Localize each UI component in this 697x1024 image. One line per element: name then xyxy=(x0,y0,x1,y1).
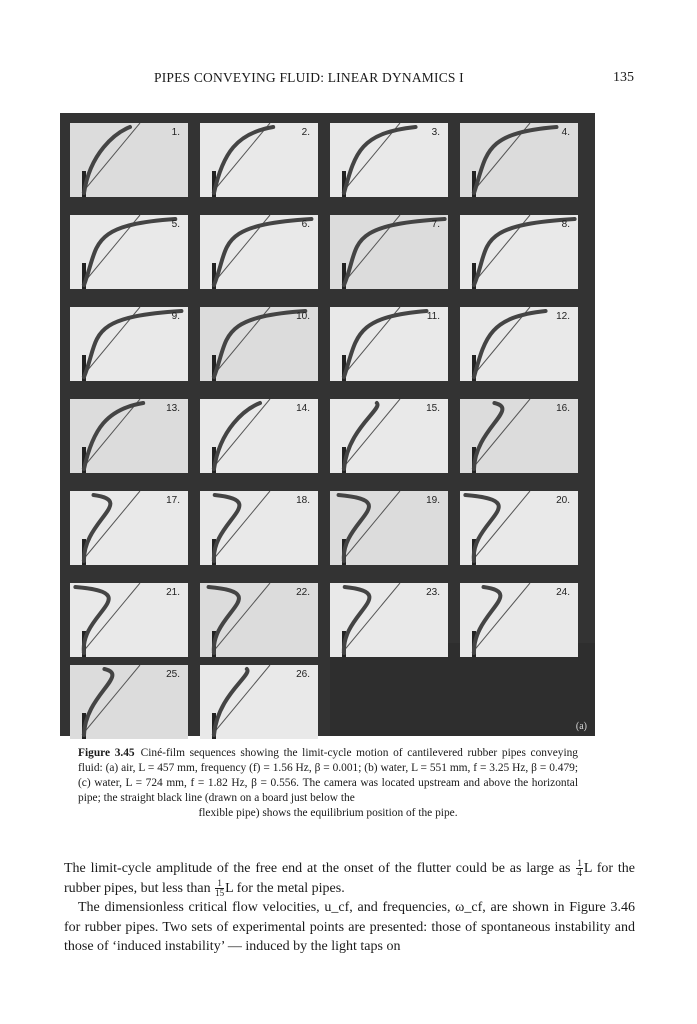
frame-number: 12. xyxy=(556,311,570,322)
frame-number: 8. xyxy=(561,219,570,230)
film-frame xyxy=(200,123,318,197)
film-frame xyxy=(330,583,448,657)
pipe-photo xyxy=(200,215,318,289)
pipe-photo xyxy=(70,123,188,197)
film-frame xyxy=(70,307,188,381)
film-frame xyxy=(460,215,578,289)
frame-number: 24. xyxy=(556,587,570,598)
pipe-photo xyxy=(330,215,448,289)
page-number: 135 xyxy=(613,70,634,85)
frame-number: 19. xyxy=(426,495,440,506)
fraction-numerator: 1 xyxy=(215,879,224,889)
frame-number: 6. xyxy=(301,219,310,230)
frame-number: 11. xyxy=(426,311,440,322)
film-frame xyxy=(70,123,188,197)
frame-number: 13. xyxy=(166,403,180,414)
fraction-denominator: 4 xyxy=(577,868,582,879)
paragraph-2: The dimensionless critical flow velocities, u_cf, and frequencies, ω_cf, are shown in Figure 3.46 for rubber pipes. Two sets of experimental points are presented: those of spontaneous instability and those of ‘induced instability’ — induced by the light taps on xyxy=(64,900,635,954)
film-frame xyxy=(460,307,578,381)
frame-number: 1. xyxy=(171,127,180,138)
figure-caption xyxy=(78,746,578,821)
film-frame xyxy=(200,491,318,565)
film-frame xyxy=(200,307,318,381)
frame-number: 21. xyxy=(166,587,180,598)
film-frame xyxy=(200,583,318,657)
frame-number: 2. xyxy=(301,127,310,138)
fraction-one-fifteenth xyxy=(215,879,224,898)
frame-number: 10. xyxy=(296,311,310,322)
frame-number: 16. xyxy=(556,403,570,414)
frame-number: 9. xyxy=(171,311,180,322)
frame-number: 26. xyxy=(296,669,310,680)
fraction-one-quarter xyxy=(576,859,583,878)
caption-label: Figure 3.45 xyxy=(78,747,135,759)
film-frame xyxy=(200,665,318,739)
body-text xyxy=(64,859,635,957)
caption-text: Ciné-film sequences showing the limit-cycle motion of cantilevered rubber pipes conveying fluid: (a) air, L = 457 mm, frequency (f) = 1.56 Hz, β = 0.001; (b) water, L = 551 mm, f = 3.25 Hz, β = 0.479; (c) water, L = 724 mm, f = 1.82 Hz, β = 0.556. The camera was located upstream and above the horizontal pipe; the straight black line (drawn on a board just below the xyxy=(78,747,579,804)
frame-number: 15. xyxy=(426,403,440,414)
film-frame xyxy=(200,215,318,289)
fraction-numerator: 1 xyxy=(577,858,582,869)
pipe-photo xyxy=(70,307,188,381)
film-frame xyxy=(460,123,578,197)
running-title: PIPES CONVEYING FLUID: LINEAR DYNAMICS I xyxy=(154,70,464,85)
film-frame xyxy=(330,215,448,289)
film-frame xyxy=(460,583,578,657)
film-frame xyxy=(460,399,578,473)
film-frame xyxy=(330,399,448,473)
pipe-photo xyxy=(460,215,578,289)
film-frame xyxy=(70,399,188,473)
pipe-photo xyxy=(200,123,318,197)
frame-number: 3. xyxy=(431,127,440,138)
paragraph-1-part-c: L for the metal pipes. xyxy=(225,880,345,896)
running-head xyxy=(64,70,634,88)
film-frame xyxy=(70,215,188,289)
frame-number: 4. xyxy=(561,127,570,138)
frame-number: 18. xyxy=(296,495,310,506)
panel-label: (a) xyxy=(575,721,587,732)
pipe-photo xyxy=(460,123,578,197)
frame-number: 22. xyxy=(296,587,310,598)
film-frame xyxy=(330,123,448,197)
cine-film-plate xyxy=(60,113,595,736)
frame-number: 7. xyxy=(431,219,440,230)
pipe-photo xyxy=(70,215,188,289)
film-frame xyxy=(70,583,188,657)
frame-number: 17. xyxy=(166,495,180,506)
film-frame xyxy=(460,491,578,565)
film-frame xyxy=(330,307,448,381)
film-frame xyxy=(200,399,318,473)
film-frame xyxy=(70,491,188,565)
frame-number: 25. xyxy=(166,669,180,680)
film-frame xyxy=(70,665,188,739)
fraction-denominator: 15 xyxy=(215,887,225,898)
frame-number: 5. xyxy=(171,219,180,230)
paragraph-1-part-a: The limit-cycle amplitude of the free end at the onset of the flutter could be as large as xyxy=(64,861,571,876)
paragraph-1-part-b: L for the rubber pipes, but less than xyxy=(64,861,635,896)
frame-number: 20. xyxy=(556,495,570,506)
film-frame xyxy=(330,491,448,565)
frame-number: 14. xyxy=(296,403,310,414)
frame-number: 23. xyxy=(426,587,440,598)
caption-last-line: flexible pipe) shows the equilibrium position of the pipe. xyxy=(198,807,458,819)
pipe-photo xyxy=(330,123,448,197)
paragraph-1 xyxy=(64,859,635,898)
